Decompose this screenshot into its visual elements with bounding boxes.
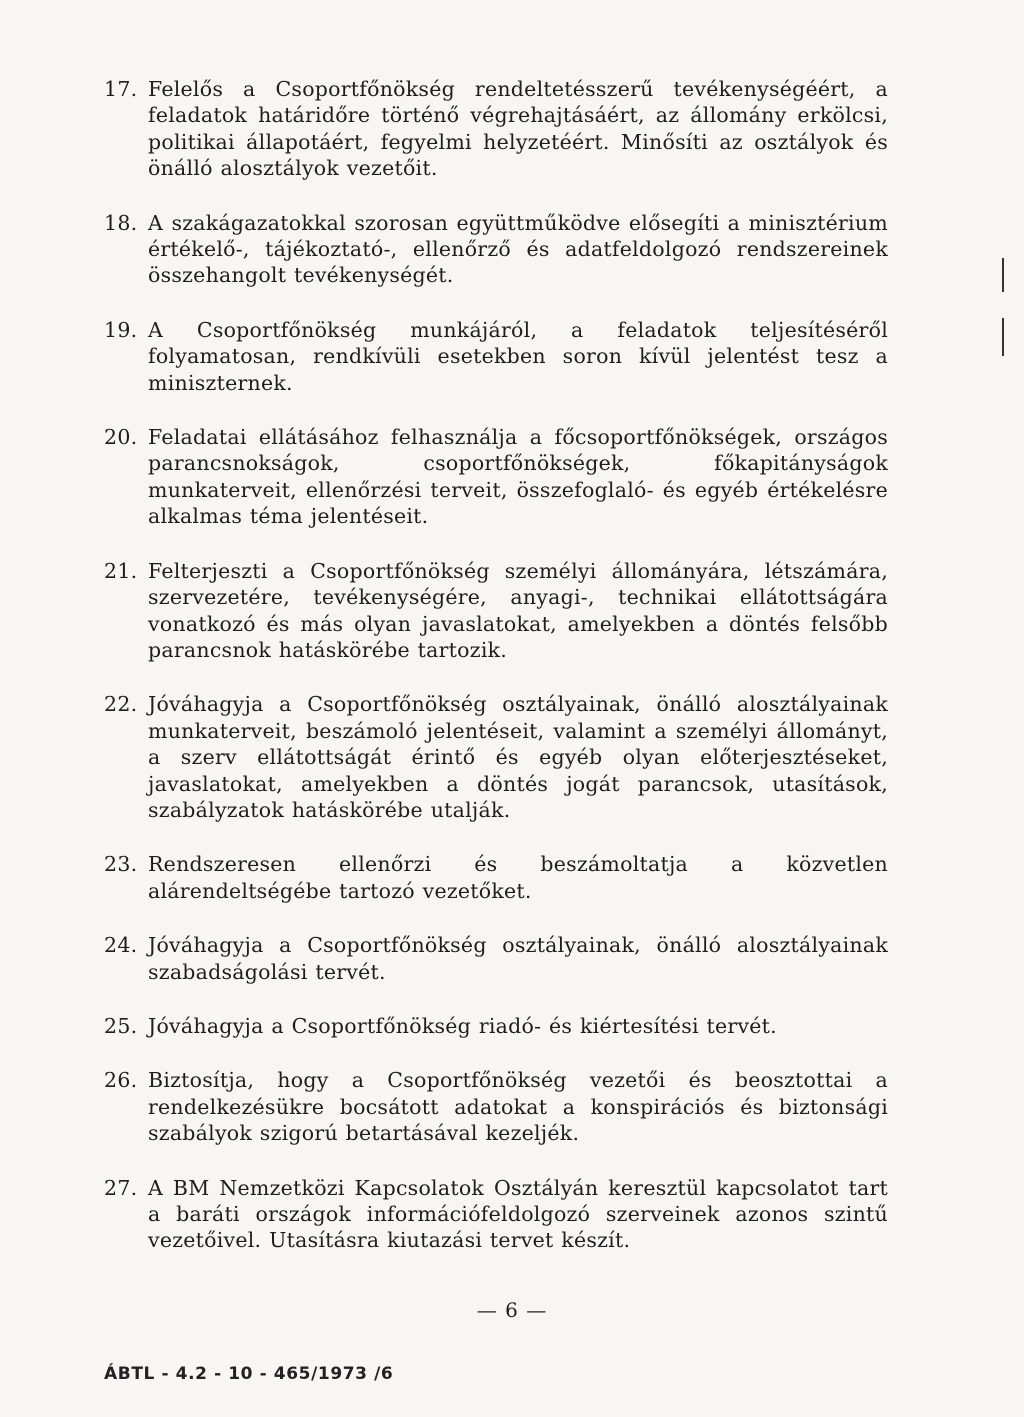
paragraph-number: 24. <box>104 933 138 958</box>
paragraph-item <box>104 1067 888 1146</box>
paragraph-item <box>104 210 888 289</box>
paragraph-text: Jóváhagyja a Csoportfőnökség osztályainak, önálló alosztályainak munkaterveit, beszámoló jelentéseit, valamint a személyi állományt, a szerv ellátottságát érintő és egyéb olyan előterjesztéseket, javaslatokat, amelyekben a döntés jogát parancsok, utasítások, szabályzatok hatáskörébe utalják. <box>148 692 888 822</box>
paragraph-number: 19. <box>104 317 138 342</box>
paragraph-number: 25. <box>104 1013 138 1038</box>
paragraph-text: Biztosítja, hogy a Csoportfőnökség vezetői és beosztottai a rendelkezésükre bocsátott adatokat a konspirációs és biztonsági szabályok szigorú betartásával kezeljék. <box>148 1068 888 1146</box>
paragraph-number: 26. <box>104 1068 138 1093</box>
page-number: — 6 — <box>476 1298 548 1322</box>
scan-edge-mark <box>1002 258 1004 292</box>
paragraph-number: 23. <box>104 852 138 877</box>
paragraph-item <box>104 691 888 823</box>
paragraph-number: 27. <box>104 1175 138 1200</box>
numbered-paragraph-list <box>104 76 888 1282</box>
paragraph-item <box>104 76 888 182</box>
paragraph-number: 18. <box>104 210 138 235</box>
paragraph-number: 22. <box>104 692 138 717</box>
paragraph-text: Jóváhagyja a Csoportfőnökség riadó- és kiértesítési tervét. <box>148 1013 777 1038</box>
paragraph-number: 20. <box>104 425 138 450</box>
paragraph-item <box>104 558 888 664</box>
paragraph-text: Rendszeresen ellenőrzi és beszámoltatja a közvetlen alárendeltségébe tartozó vezetőket. <box>148 852 888 903</box>
paragraph-item <box>104 1175 888 1254</box>
paragraph-text: Jóváhagyja a Csoportfőnökség osztályainak, önálló alosztályainak szabadságolási tervét. <box>148 933 888 984</box>
paragraph-item <box>104 932 888 985</box>
scan-edge-mark <box>1002 318 1004 356</box>
paragraph-item <box>104 1013 888 1039</box>
paragraph-item <box>104 424 888 530</box>
paragraph-text: A Csoportfőnökség munkájáról, a feladatok teljesítéséről folyamatosan, rendkívüli esetekben soron kívül jelentést tesz a miniszternek. <box>148 317 888 395</box>
paragraph-item <box>104 851 888 904</box>
paragraph-text: Feladatai ellátásához felhasználja a főcsoportfőnökségek, országos parancsnokságok, csoportfőnökségek, főkapitányságok munkaterveit, ellenőrzési terveit, összefoglaló- és egyéb értékelésre alkalmas téma jelentéseit. <box>148 425 888 529</box>
paragraph-number: 21. <box>104 558 138 583</box>
archive-reference-stamp: ÁBTL - 4.2 - 10 - 465/1973 /6 <box>104 1364 394 1384</box>
paragraph-text: A BM Nemzetközi Kapcsolatok Osztályán keresztül kapcsolatot tart a baráti országok információfeldolgozó szerveinek azonos szintű vezetőivel. Utasításra kiutazási tervet készít. <box>148 1175 888 1253</box>
paragraph-text: Felelős a Csoportfőnökség rendeltetésszerű tevékenységéért, a feladatok határidőre történő végrehajtásáért, az állomány erkölcsi, politikai állapotáért, fegyelmi helyzetéért. Minősíti az osztályok és önálló alosztályok vezetőit. <box>148 77 888 181</box>
paragraph-number: 17. <box>104 77 138 101</box>
paragraph-text: Felterjeszti a Csoportfőnökség személyi állományára, létszámára, szervezetére, tevékenységére, anyagi-, technikai ellátottságára vonatkozó és más olyan javaslatokat, amelyekben a döntés felsőbb parancsnok hatáskörébe tartozik. <box>148 558 888 662</box>
paragraph-text: A szakágazatokkal szorosan együttműködve elősegíti a minisztérium értékelő-, tájékoztató-, ellenőrző és adatfeldolgozó rendszereinek összehangolt tevékenységét. <box>148 210 888 288</box>
paragraph-item <box>104 317 888 396</box>
